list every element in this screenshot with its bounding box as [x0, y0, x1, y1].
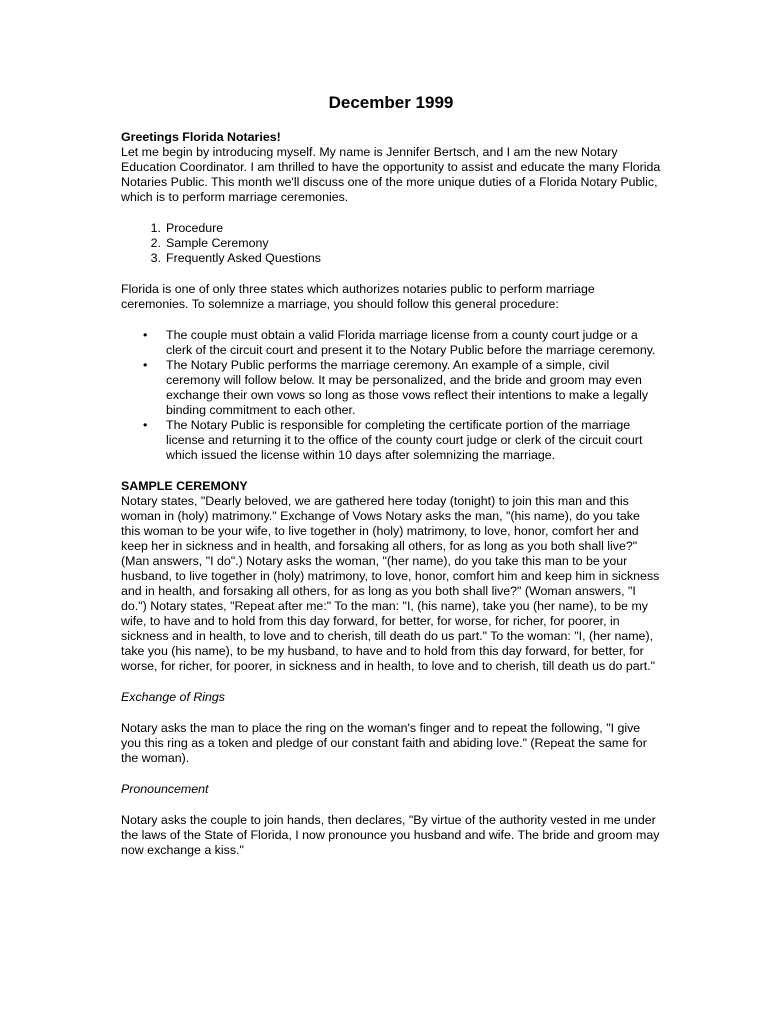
ceremony-heading: SAMPLE CEREMONY: [121, 479, 248, 493]
list-item-text: The Notary Public is responsible for completing the certificate portion of the marriage license and returning it to the office of the county court judge or clerk of the circuit court which issued the license within 10 days after solemnizing the marriage.: [166, 418, 643, 462]
list-number: 3.: [150, 251, 161, 265]
list-item: [121, 328, 661, 358]
topics-list: [121, 221, 661, 266]
bullet-icon: •: [143, 358, 148, 372]
bullet-icon: •: [143, 328, 148, 342]
page-title: December 1999: [328, 93, 454, 112]
intro-paragraph: Let me begin by introducing myself. My name is Jennifer Bertsch, and I am the new Notary Education Coordinator. I am thrilled to have the opportunity to assist and educate the many Florida Notaries Public. This month we'll discuss one of the more unique duties of a Florida Notary Public, which is to perform marriage ceremonies.: [121, 145, 661, 204]
pronouncement-heading: Pronouncement: [121, 782, 209, 796]
procedure-intro: Florida is one of only three states which authorizes notaries public to perform marriage ceremonies. To solemnize a marriage, you should follow this general procedure:: [121, 282, 595, 311]
list-item: [121, 358, 661, 418]
rings-heading: Exchange of Rings: [121, 690, 226, 704]
list-item-label: Sample Ceremony: [166, 236, 269, 250]
list-item: [121, 251, 661, 266]
list-number: 1.: [150, 221, 161, 235]
ceremony-text: Notary states, "Dearly beloved, we are gathered here today (tonight) to join this man and this woman in (holy) matrimony." Exchange of Vows Notary asks the man, "(his name), do you take this woman to be your wife, to live together in (holy) matrimony, to love, honor, comfort her and keep her in sickness and in health, and forsaking all others, for as long as you both shall live?" (Man answers, "I do".) Notary asks the woman, "(her name), do you take this man to be your husband, to live together in (holy) matrimony, to love, honor, comfort him and keep him in sickness and in health, and forsaking all others, for as long as you both shall live?" (Woman answers, "I do.") Notary states, "Repeat after me:" To the man: "I, (his name), take you (her name), to be my wife, to have and to hold from this day forward, for better, for worse, for richer, for poorer, in sickness and in health, to love and to cherish, till death do us part." To the woman: "I, (her name), take you (his name), to be my husband, to have and to hold from this day forward, for better, for worse, for richer, for poorer, in sickness and in health, to love and to cherish, till death us do part.": [121, 494, 660, 673]
procedure-list: [121, 328, 661, 463]
pronouncement-text: Notary asks the couple to join hands, then declares, "By virtue of the authority vested in me under the laws of the State of Florida, I now pronounce you husband and wife. The bride and groom may now exchange a kiss.": [121, 813, 660, 857]
bullet-icon: •: [143, 418, 148, 432]
greeting: Greetings Florida Notaries!: [121, 130, 281, 144]
list-item: [121, 221, 661, 236]
list-item-text: The Notary Public performs the marriage ceremony. An example of a simple, civil ceremony will follow below. It may be personalized, and the bride and groom may even exchange their own vows so long as those vows reflect their intentions to make a legally binding commitment to each other.: [166, 358, 649, 417]
rings-text: Notary asks the man to place the ring on the woman's finger and to repeat the following, "I give you this ring as a token and pledge of our constant faith and abiding love." (Repeat the same for the woman).: [121, 721, 647, 765]
list-item: [121, 418, 661, 463]
list-item: [121, 236, 661, 251]
list-item-label: Frequently Asked Questions: [166, 251, 321, 265]
document-page: [121, 92, 661, 858]
list-item-text: The couple must obtain a valid Florida marriage license from a county court judge or a clerk of the circuit court and present it to the Notary Public before the marriage ceremony.: [166, 328, 656, 357]
list-number: 2.: [150, 236, 161, 250]
list-item-label: Procedure: [166, 221, 224, 235]
